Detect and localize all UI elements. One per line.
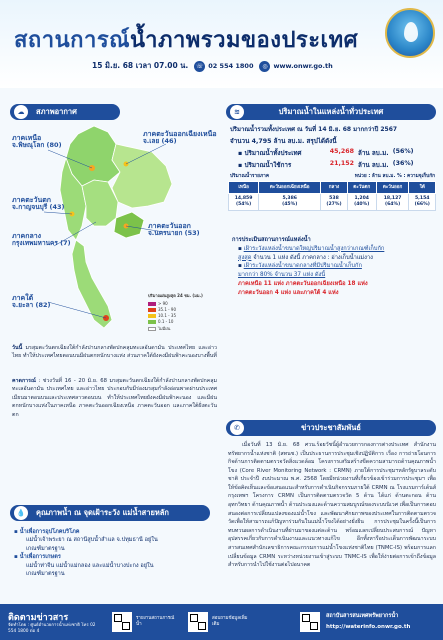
legend-swatch [148, 302, 156, 306]
footer-agency: สถาบันสารสนเทศทรัพยากรน้ำ [326, 613, 399, 619]
table-header: กลาง [321, 182, 348, 194]
footer-subtitle: จัดทำโดย : ศูนย์อำนวยการน้ำแห่งชาติ โทร 02 554 1800 ต่อ 4 [8, 623, 96, 634]
legend-swatch [148, 308, 156, 312]
region-label-east: ภาคตะวันออก จ.นครนายก (53) [148, 222, 200, 238]
weather-forecast: คาดการณ์ : ช่วงวันที่ 16 - 20 มิ.ย. 68 มรสุมตะวันตกเฉียงใต้กำลังปานกลางพัดปกคลุมทะเลอันดามัน ประเทศไทย และอ่าวไทย ประกอบกับมีร่องมรสุมกำลังอ่อนพาดผ่านประเทศเมียนมาตอนบนและประเทศลาวตอนบน ทำให้ประเทศไทยยังคงมีฝนฟ้าคะนอง และมีฝนตกหนักบางแห่งในภาคเหนือ ภาคตะวันออกเฉียงเหนือ ภาคตะวันออก และภาคใต้ฝั่งตะวันตก [12, 378, 217, 418]
footer-title: ติดตามข่าวสาร [8, 613, 69, 623]
total-water-row: ▪ ปริมาณน้ำทั้งประเทศ 45,268 ล้าน ลบ.ม. (56%) [238, 148, 414, 157]
table-cell: 14,859 (54%) [229, 194, 259, 211]
thailand-rain-map [8, 122, 223, 340]
region-label-south: ภาคใต้ จ.ยะลา (82) [12, 294, 51, 310]
region-table-caption: ปริมาณน้ำรายภาค หน่วย : ล้าน ลบ.ม. % : ความจุเก็บกัก [230, 174, 435, 179]
map-region-northeast [112, 144, 172, 208]
usable-water-row: ▪ ปริมาณน้ำใช้การ 21,152 ล้าน ลบ.ม. (36%) [238, 160, 414, 169]
onwr-logo [385, 8, 435, 58]
quality-item-consumption: ▪ น้ำเพื่อการอุปโภคบริโภค [14, 529, 80, 535]
table-cell: 5,154 (66%) [409, 194, 436, 211]
website-link[interactable]: ◎ www.onwr.go.th [259, 61, 332, 72]
table-row [229, 194, 436, 211]
quality-section-header: 💧 คุณภาพน้ำ ณ จุดเฝ้าระวัง แม่น้ำสายหลัก [10, 505, 210, 521]
qr-caption-report: รายงานสถานการณ์น้ำ [136, 616, 175, 627]
region-label-west: ภาคตะวันตก จ.กาญจนบุรี (43) [12, 196, 65, 212]
assessment-region-count-1: ภาคเหนือ 11 แห่ง ภาคตะวันออกเฉียงเหนือ 18 แห่ง [238, 281, 368, 288]
map-region-east [114, 212, 144, 238]
region-label-northeast: ภาคตะวันออกเฉียงเหนือ จ.เลย (46) [143, 130, 217, 146]
qr-caption-contact: สอบถามข้อมูลเพิ่มเติม [212, 616, 248, 627]
assessment-item-medium: ▪ เฝ้าระวังแหล่งน้ำขนาดกลางที่มีปริมาณน้ำเก็บกัก มากกว่า 80% จำนวน 37 แห่ง ดังนี้ [238, 263, 362, 279]
legend-title: ปริมาณฝนสูงสุด 24 ชม. (มม.) [148, 293, 203, 298]
region-label-north: ภาคเหนือ จ.พิษณุโลก (80) [12, 134, 62, 150]
table-header-row [229, 182, 436, 194]
legend-item: > 90 [148, 301, 203, 306]
weather-section-header: ☁ สภาพอากาศ [10, 104, 120, 120]
date-contact-bar [92, 60, 333, 72]
globe-icon: ◎ [259, 61, 270, 72]
table-header: เหนือ [229, 182, 259, 194]
water-quality-icon: 💧 [14, 506, 28, 520]
table-header: ใต้ [409, 182, 436, 194]
water-drop-icon [404, 22, 418, 42]
reservoir-assessment: การประเมินสถานการณ์แหล่งน้ำ ▪ เฝ้าระวังแหล่งน้ำขนาดใหญ่ปริมาณน้ำสูงกว่าเกณฑ์เก็บกัก สูงสุด จำนวน 1 แห่ง ดังนี้ ภาคกลาง : อ่างเก็บน้ำแม่งาง ▪ เฝ้าระวังแหล่งน้ำขนาดกลางที่มีปริมาณน้ำเก็บกัก มากกว่า 80% จำนวน 37 แห่ง ดังนี้ ภาคเหนือ 11 แห่ง ภาคตะวันออกเฉียงเหนือ 18 แห่ง ภาคตะวันออก 4 แห่ง และภาคใต้ 4 แห่ง [232, 236, 438, 298]
table-header: ตะวันตก [347, 182, 376, 194]
weather-today: วันนี้ มรสุมตะวันตกเฉียงใต้กำลังปานกลางพัดปกคลุมทะเลอันดามัน ประเทศไทย และอ่าวไทย ทำให้ประเทศไทยตอนบนมีฝนตกหนักบางแห่ง ส่วนภาคใต้ยังคงมีฝนฟ้าคะนองบางพื้นที่ [12, 345, 217, 360]
qr-code-web[interactable] [300, 612, 320, 632]
report-date: 15 มิ.ย. 68 เวลา 07.00 น. [92, 61, 189, 70]
phone-contact[interactable]: ☏ 02 554 1800 [195, 62, 254, 70]
assessment-region-count-2: ภาคตะวันออก 4 แห่ง และภาคใต้ 4 แห่ง [238, 289, 339, 296]
reservoir-icon: ≋ [230, 105, 244, 119]
map-region-south [72, 240, 112, 328]
legend-item: 0.1 - 10 [148, 319, 203, 324]
legend-item: ไม่มีฝน [148, 325, 203, 332]
table-cell: 1,204 (40%) [347, 194, 376, 211]
quality-item-agriculture: ▪ น้ำเพื่อการเกษตร [14, 554, 61, 561]
legend-item: 10.1 - 35 [148, 313, 203, 318]
table-cell: 18,127 (64%) [376, 194, 409, 211]
reservoir-section-header: ≋ ปริมาณน้ำในแหล่งน้ำทั่วประเทศ [226, 104, 436, 120]
megaphone-icon: ✆ [230, 421, 244, 435]
news-section-header: ✆ ข่าวประชาสัมพันธ์ [226, 420, 436, 436]
reservoir-summary: ปริมาณน้ำรวมทั้งประเทศ ณ วันที่ 14 มิ.ย. 68 มากกว่าปี 2567 จำนวน 4,795 ล้าน ลบ.ม. สรุปได้ดังนี้ ▪ ปริมาณน้ำทั้งประเทศ 45,268 ล้าน ลบ.ม. (56%) ▪ ปริมาณน้ำใช้การ 21,152 ล้าน ลบ.ม. (36%) [230, 124, 435, 170]
table-cell: 538 (27%) [321, 194, 348, 211]
rain-legend [148, 292, 203, 333]
water-quality-list: ▪ น้ำเพื่อการอุปโภคบริโภค แม่น้ำเจ้าพระยา ณ สถานีสูบน้ำสำแล จ.ปทุมธานี อยู่ใน เกณฑ์มาตรฐาน ▪ น้ำเพื่อการเกษตร แม่น้ำท่าจีน แม่น้ำแม่กลอง และแม่น้ำบางปะกง อยู่ใน เกณฑ์มาตรฐาน [14, 528, 214, 578]
footer-bar [0, 604, 443, 640]
news-body: เมื่อวันที่ 13 มิ.ย. 68 ศวน.ร้อยวัชนิ์ผู้อำนวยการกองการต่างประเทศ สำนักงานทรัพยากรน้ำแห่งชาติ (สทนช.) เป็นประธานการประชุมเชิงปฏิบัติการ เรื่อง การถ่ายโอนการกิจด้านการติดตามตรวจวัดสิ่งแวดล้อม โครงการเสริมสร้างขีดความสามารถด้านคุณภาพน้ำโขง (Core River Monitoring Network : CRMN) ภายใต้การประชุมฯหลักรัฐบาลระดับชาติ ประจำปี งบประมาณ พ.ศ. 2568 โดยมีหน่วยงานที่เกี่ยวข้องเข้าร่วมการประชุมฯ เพื่อให้ข้อคิดเห็นและข้อเสนอแนะสำหรับการดำเนินกิจกรรมภายใต้ CRMN ณ โรงแรมการ์เด้นส์ กรุงเทพฯ โครงการ CRMN เป็นการติดตามตรวจวัด 5 ด้าน ได้แก่ ด้านตะกอน ด้านอุทกวิทยา ด้านคุณภาพน้ำ ด้านประมงและด้านความสมบูรณ์ของระบบนิเวศ เพื่อเป็นการตอบสนองต่อการเปลี่ยนแปลงของแม่น้ำโขง และพัฒนาศักยภาพของประเทศในการติดตามตรวจวัดเพื่อให้สามารถแก้ปัญหาร่วมกันในแม่น้ำโขงได้อย่างยั่งยืน การประชุมในครั้งนี้เป็นการทบทวนผลการดำเนินงานที่ผ่านมาของแต่ละด้าน พร้อมแลกเปลี่ยนประสบการณ์ ปัญหาอุปสรรคเกี่ยวกับการดำเนินงานและแนวทางแก้ไข อีกทั้งหารือประเด็นการพัฒนาระบบสารสนเทศสำนักเลขาธิการคณะกรรมการแม่น้ำโขงแห่งชาติไทย (TNMC-IS) พร้อมการแลกเปลี่ยนข้อมูล CRMN ระหว่างหน่วยงานเข้าสู่ระบบ TNMC-IS เพื่อให้ง่ายต่อการเข้าถึงข้อมูลสำหรับการนำไปใช้งานต่อไปอนาคต [228, 442, 436, 569]
region-water-table [228, 181, 436, 211]
legend-item: 35.1 - 90 [148, 307, 203, 312]
assessment-item-large: ▪ เฝ้าระวังแหล่งน้ำขนาดใหญ่ปริมาณน้ำสูงกว่าเกณฑ์เก็บกัก สูงสุด จำนวน 1 แห่ง ดังนี้ ภาคกลาง : อ่างเก็บน้ำแม่งาง [238, 245, 385, 261]
header-bar [0, 0, 443, 88]
qr-code-contact[interactable] [188, 612, 208, 632]
footer-website-link[interactable]: http://waterinfo.onwr.go.th [326, 624, 411, 630]
region-label-central: ภาคกลาง กรุงเทพมหานคร (7) [12, 232, 71, 248]
table-header: ตะวันออก [376, 182, 409, 194]
legend-swatch [148, 320, 156, 324]
qr-code-report[interactable] [112, 612, 132, 632]
legend-swatch [148, 327, 156, 331]
phone-icon: ☏ [195, 62, 204, 70]
page-title: สถานการณ์น้ำภาพรวมของประเทศ [14, 28, 359, 53]
table-cell: 5,386 (45%) [259, 194, 321, 211]
cloud-icon: ☁ [14, 105, 28, 119]
legend-swatch [148, 314, 156, 318]
table-header: ตะวันออกเฉียงเหนือ [259, 182, 321, 194]
